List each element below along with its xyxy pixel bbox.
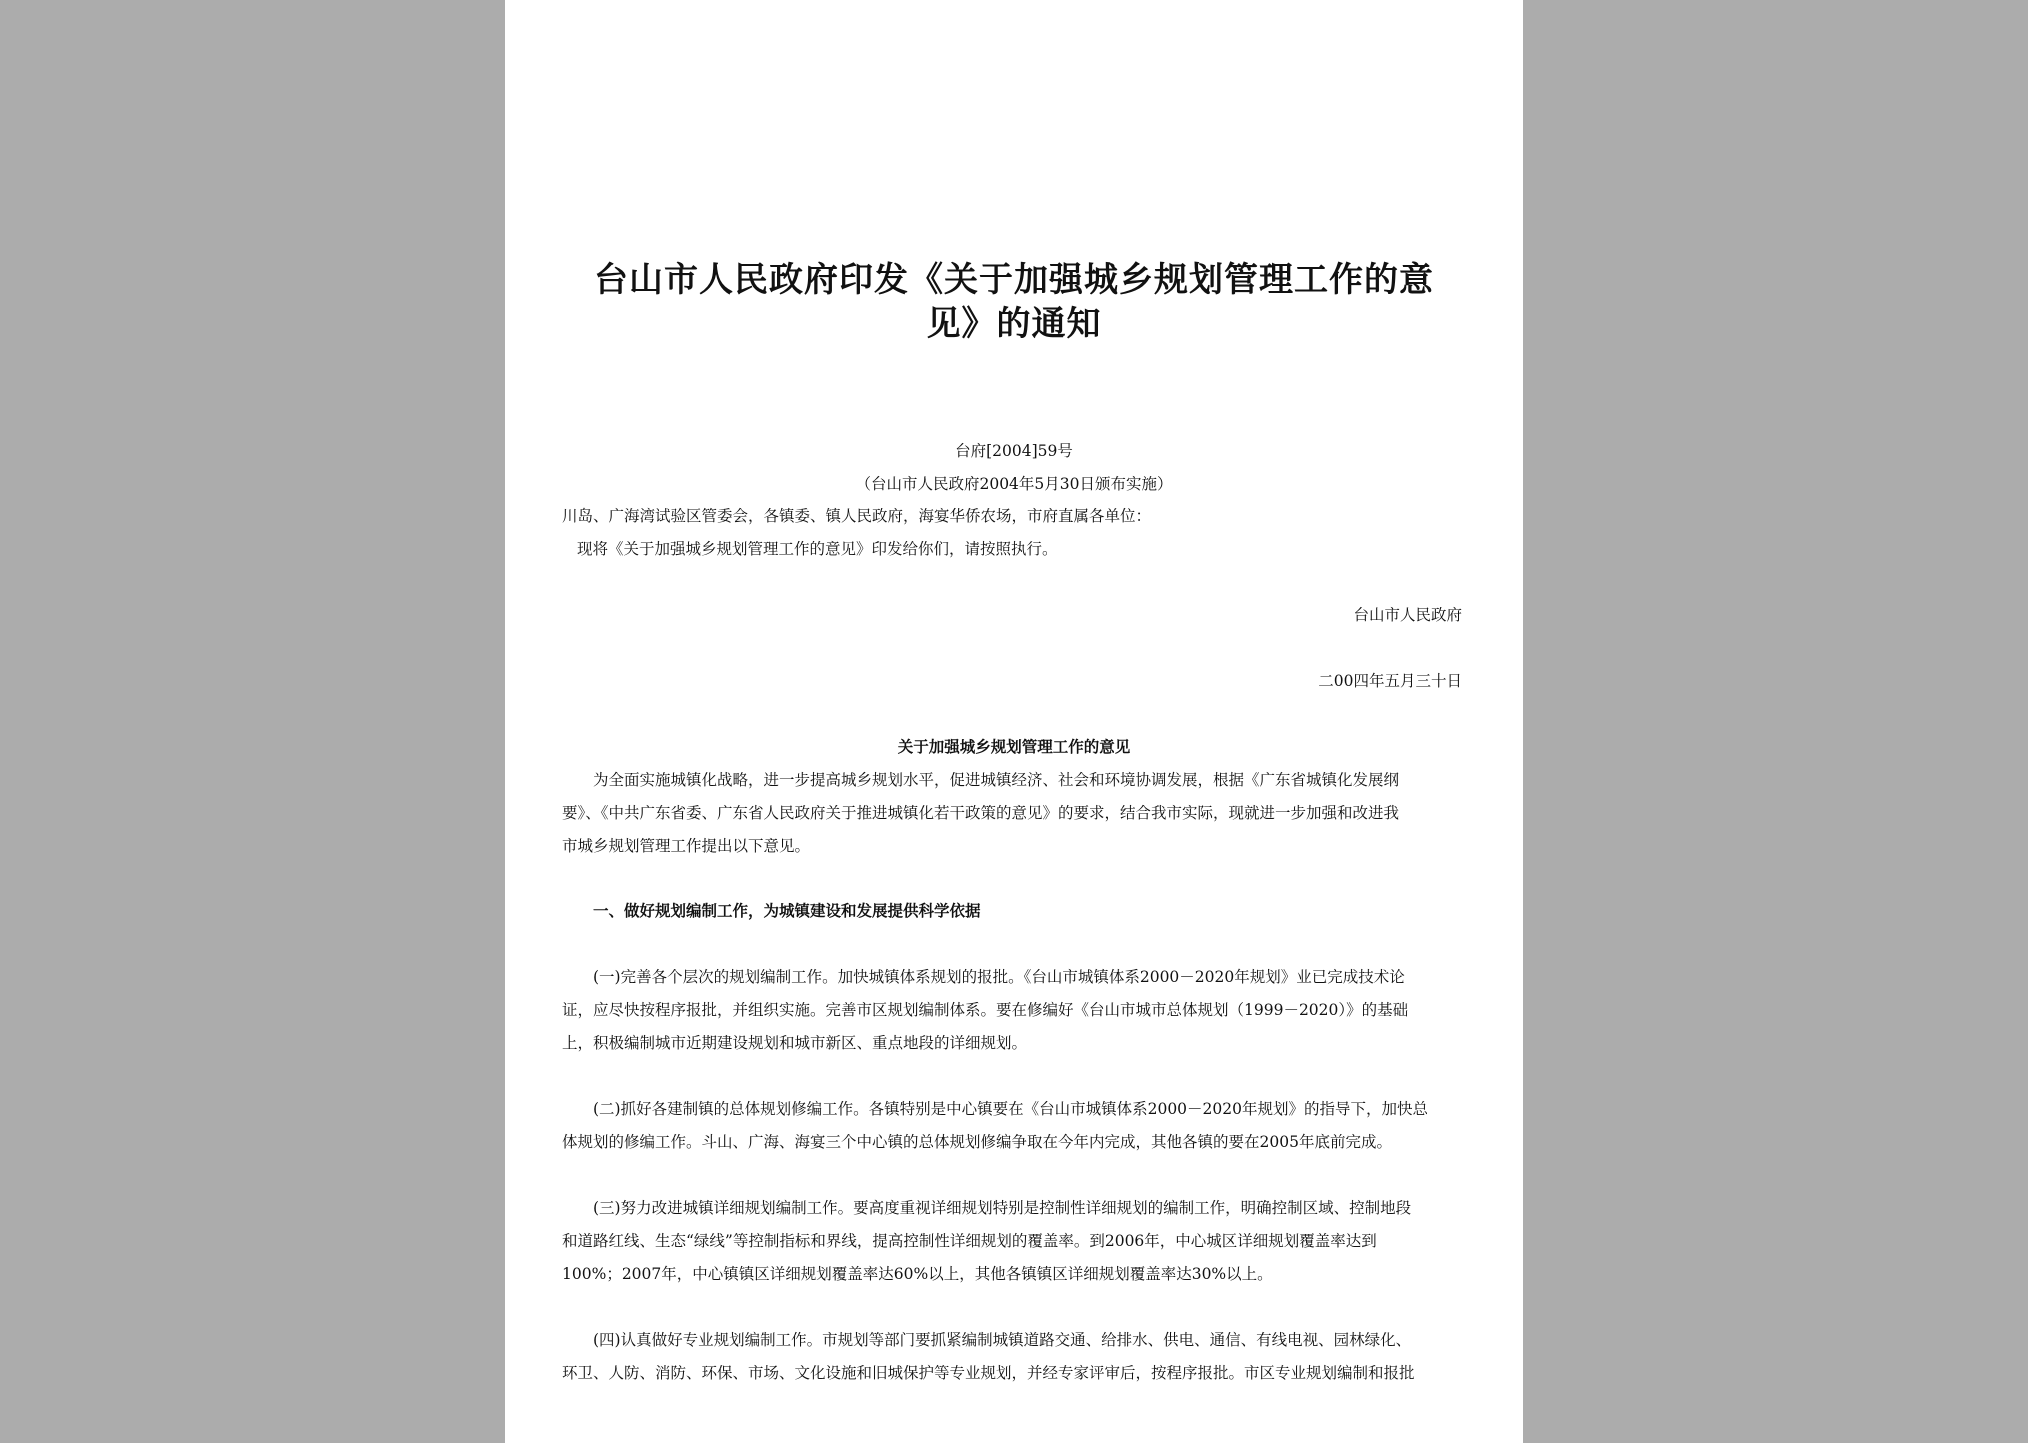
document-number: 台府[2004]59号 [955, 442, 1073, 460]
item1-line-3: 上，积极编制城市近期建设规划和城市新区、重点地段的详细规划。 [562, 1034, 1028, 1052]
document-title [565, 258, 1463, 346]
title-line-1: 台山市人民政府印发《关于加强城乡规划管理工作的意 [594, 260, 1434, 300]
para1-line-1: 为全面实施城镇化战略，进一步提高城乡规划水平，促进城镇经济、社会和环境协调发展，根据《广东省城镇化发展纲 [593, 771, 1400, 789]
item2-line-2: 体规划的修编工作。斗山、广海、海宴三个中心镇的总体规划修编争取在今年内完成，其他各镇的要在2005年底前完成。 [562, 1133, 1392, 1151]
item4-line-1: (四)认真做好专业规划编制工作。市规划等部门要抓紧编制城镇道路交通、给排水、供电、通信、有线电视、园林绿化、 [593, 1331, 1412, 1349]
item4-line-2: 环卫、人防、消防、环保、市场、文化设施和旧城保护等专业规划，并经专家评审后，按程序报批。市区专业规划编制和报批 [562, 1364, 1415, 1382]
para1-line-3: 市城乡规划管理工作提出以下意见。 [562, 837, 811, 855]
item3-line-3: 100%；2007年，中心镇镇区详细规划覆盖率达60%以上，其他各镇镇区详细规划覆盖率达30%以上。 [562, 1265, 1273, 1283]
section-title: 关于加强城乡规划管理工作的意见 [897, 737, 1131, 756]
intro-paragraph: 现将《关于加强城乡规划管理工作的意见》印发给你们，请按照执行。 [577, 540, 1058, 558]
document-page [505, 0, 1523, 1443]
item1-line-2: 证，应尽快按程序报批，并组织实施。完善市区规划编制体系。要在修编好《台山市城市总体规划（1999－2020）》的基础 [562, 1001, 1409, 1019]
item3-line-1: (三)努力改进城镇详细规划编制工作。要高度重视详细规划特别是控制性详细规划的编制工作，明确控制区域、控制地段 [593, 1199, 1412, 1217]
heading-1: 一、做好规划编制工作，为城镇建设和发展提供科学依据 [593, 901, 981, 920]
signature-date: 二00四年五月三十日 [1318, 672, 1462, 690]
item3-line-2: 和道路红线、生态“绿线”等控制指标和界线，提高控制性详细规划的覆盖率。到2006年，中心城区详细规划覆盖率达到 [562, 1232, 1377, 1250]
signature-org: 台山市人民政府 [1353, 606, 1462, 624]
recipients: 川岛、广海湾试验区管委会，各镇委、镇人民政府，海宴华侨农场，市府直属各单位： [562, 507, 1152, 525]
title-line-2: 见》的通知 [926, 304, 1102, 344]
item1-line-1: (一)完善各个层次的规划编制工作。加快城镇体系规划的报批。《台山市城镇体系2000－2020年规划》业已完成技术论 [593, 968, 1405, 986]
item2-line-1: (二)抓好各建制镇的总体规划修编工作。各镇特别是中心镇要在《台山市城镇体系2000－2020年规划》的指导下，加快总 [593, 1100, 1428, 1118]
para1-line-2: 要》、《中共广东省委、广东省人民政府关于推进城镇化若干政策的意见》的要求，结合我市实际，现就进一步加强和改进我 [562, 804, 1400, 822]
issued-note: （台山市人民政府2004年5月30日颁布实施） [855, 475, 1173, 493]
